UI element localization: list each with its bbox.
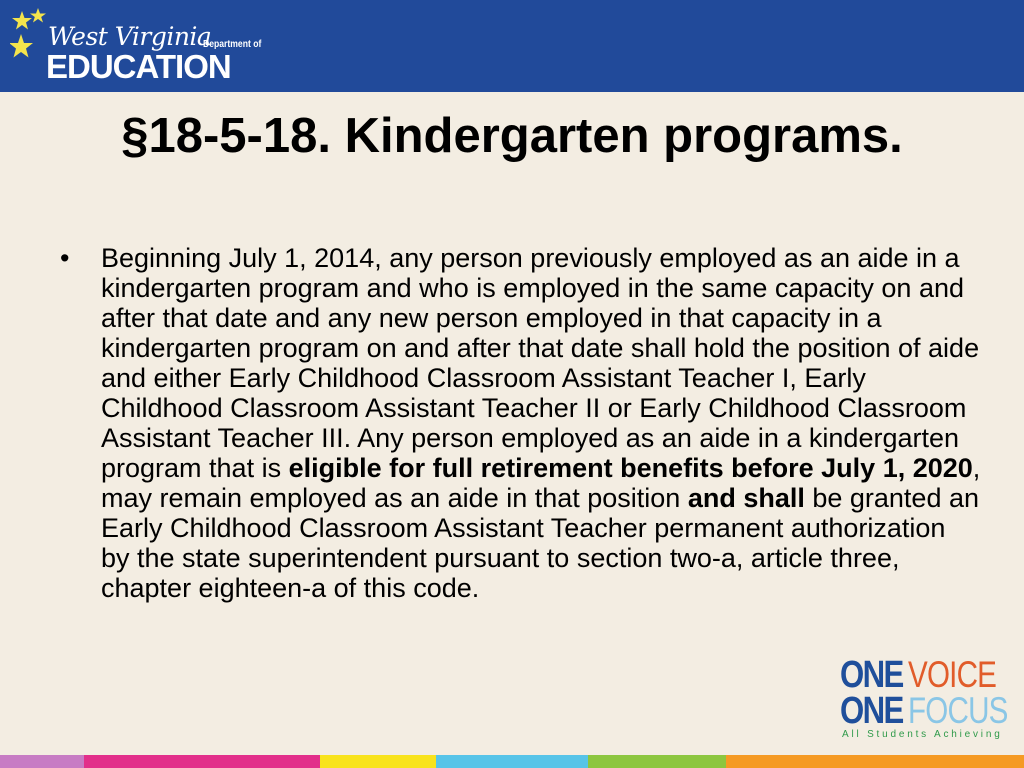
- stripe-segment-2: [84, 755, 320, 768]
- logo-script-text: West Virginia: [48, 22, 212, 51]
- one-voice-one-focus-logo: [838, 655, 1014, 745]
- brand-word-voice: VOICE: [908, 654, 997, 695]
- bullet-text-part2: , may remain employed as an aide in that position: [101, 453, 981, 513]
- brand-one-1: ONE: [840, 654, 903, 696]
- bullet-text-part3: be granted an Early Childhood Classroom Assistant Teacher permanent authorization by the state superintendent pursuant to section two-a, article three, chapter eighteen-a of this code.: [101, 483, 980, 603]
- stripe-segment-6: [726, 755, 1024, 768]
- brand-line-voice: [840, 655, 1018, 695]
- bullet-marker: •: [60, 243, 70, 273]
- stripe-segment-3: [320, 755, 436, 768]
- brand-word-focus: FOCUS: [908, 690, 1008, 731]
- logo-education-text: EDUCATION: [46, 48, 231, 85]
- bullet-bold-retirement: eligible for full retirement benefits before July 1, 2020: [288, 453, 973, 483]
- bullet-text: [101, 243, 981, 603]
- stripe-segment-1: [0, 755, 84, 768]
- brand-one-2: ONE: [840, 690, 903, 732]
- bullet-text-part1: Beginning July 1, 2014, any person previously employed as an aide in a kindergarten program and who is employed in the same capacity on and after that date and any new person employed in that capacity in a kindergarten program on and after that date shall hold the position of aide and either Early Childhood Classroom Assistant Teacher I, Early Childhood Classroom Assistant Teacher II or Early Childhood Classroom Assistant Teacher III. Any person employed as an aide in a kindergarten program that is: [101, 243, 980, 483]
- bullet-bold-shall: and shall: [687, 483, 805, 513]
- logo-department-text: Department of: [203, 38, 262, 50]
- header-bar: [0, 0, 1024, 92]
- footer-color-stripe: [0, 755, 1024, 768]
- wv-education-logo[interactable]: [10, 8, 270, 84]
- stripe-segment-4: [436, 755, 588, 768]
- brand-tagline: All Students Achieving: [842, 729, 1003, 740]
- stripe-segment-5: [588, 755, 726, 768]
- slide-title: §18-5-18. Kindergarten programs.: [121, 109, 903, 163]
- brand-line-focus: [840, 691, 1024, 731]
